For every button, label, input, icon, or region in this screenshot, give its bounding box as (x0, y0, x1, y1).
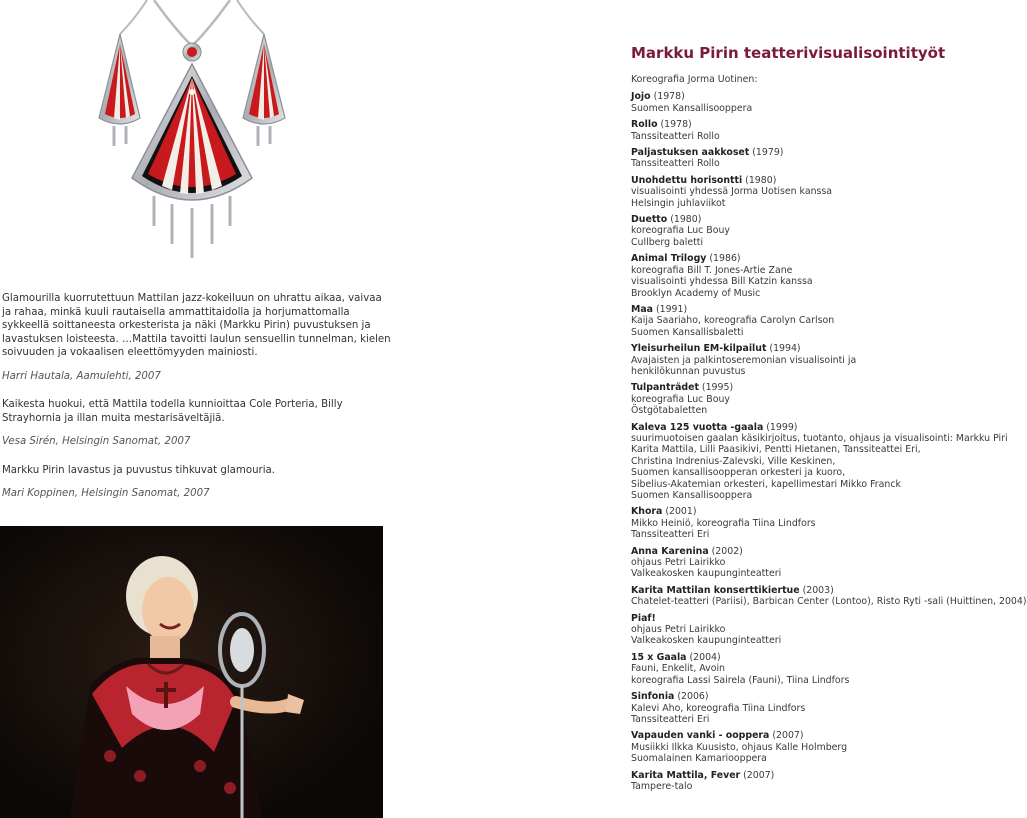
work-title: Yleisurheilun EM-kilpailut (631, 343, 767, 355)
work-year: (1980) (667, 214, 702, 226)
work-detail: suurimuotoisen gaalan käsikirjoitus, tuotanto, ohjaus ja visualisointi: Markku Piri (631, 432, 1008, 444)
quote-text: Kaikesta huokui, että Mattila todella kunnioittaa Cole Porteria, Billy Strayhornia ja illan muita mestarisäveltäjiä. (2, 399, 343, 424)
work-item (631, 119, 960, 142)
work-item (631, 730, 960, 764)
work-item (631, 421, 1008, 502)
work-year: (1995) (698, 382, 734, 394)
work-item (631, 546, 960, 580)
work-detail: Tanssiteatteri Eri (631, 713, 710, 725)
quote-text: Markku Pirin lavastus ja puvustus tihkuvat glamouria. (2, 464, 276, 476)
work-item (631, 214, 960, 248)
work-year: (1979) (749, 147, 784, 159)
work-item (631, 770, 960, 793)
work-title: Maa (631, 303, 653, 315)
work-year: (2007) (740, 769, 775, 781)
work-detail: Brooklyn Academy of Music (631, 287, 761, 299)
work-detail: Fauni, Enkelit, Avoin (631, 663, 725, 675)
work-detail: koreografia Bill T. Jones-Artie Zane (631, 264, 793, 276)
work-year: (1999) (763, 421, 798, 433)
work-item (631, 382, 960, 416)
work-year: (2002) (708, 545, 743, 557)
work-year: (1978) (650, 91, 685, 103)
work-year: (1991) (652, 303, 688, 315)
work-item (631, 304, 960, 338)
work-detail: Sibelius-Akatemian orkesteri, kapellimestari Mikko Franck (631, 478, 901, 490)
work-title: Kaleva 125 vuotta -gaala (631, 421, 764, 433)
work-detail: Östgötabaletten (631, 405, 708, 417)
work-detail: Suomalainen Kamariooppera (631, 753, 767, 765)
work-detail: koreografia Lassi Sairela (Fauni), Tiina Lindfors (631, 674, 850, 686)
quote-source: Harri Hautala, Aamulehti, 2007 (2, 370, 161, 382)
work-detail: Cullberg baletti (631, 236, 704, 248)
work-detail: Christina Indrenius-Zalevski, Ville Keskinen, (631, 455, 836, 467)
work-detail: koreografia Luc Bouy (631, 225, 730, 237)
work-year: (2004) (686, 651, 721, 663)
work-detail: Karita Mattila, Lilli Paasikivi, Pentti Hietanen, Tanssiteattei Eri, (631, 444, 921, 456)
work-detail: Tanssiteatteri Rollo (631, 130, 720, 142)
work-detail: Avajaisten ja palkintoseremonian visualisointi ja (631, 354, 857, 366)
singer-stage-photo (0, 526, 383, 818)
work-title: Jojo (631, 91, 651, 103)
work-item (631, 91, 960, 114)
work-detail: Helsingin juhlaviikot (631, 197, 726, 209)
page-title: Markku Pirin teatterivisualisointityöt (631, 44, 946, 62)
work-detail: Musiikki Ilkka Kuusisto, ohjaus Kalle Holmberg (631, 741, 848, 753)
work-title: 15 x Gaala (631, 651, 687, 663)
work-title: Karita Mattila, Fever (631, 769, 741, 781)
work-detail: Mikko Heiniö, koreografia Tiina Lindfors (631, 517, 816, 529)
work-detail: ohjaus Petri Lairikko (631, 557, 726, 569)
work-year: (2007) (769, 730, 804, 742)
work-item (631, 691, 960, 725)
work-title: Rollo (631, 119, 658, 131)
work-detail: visualisointi yhdessä Jorma Uotisen kanssa (631, 186, 833, 198)
work-title: Paljastuksen aakkoset (631, 147, 750, 159)
pendant-necklace-image (92, 0, 292, 262)
work-detail: Suomen kansallisoopperan orkesteri ja kuoro, (631, 467, 846, 479)
work-detail: Kaija Saariaho, koreografia Carolyn Carlson (631, 315, 835, 327)
works-intro: Koreografia Jorma Uotinen: (631, 74, 758, 85)
work-title: Sinfonia (631, 691, 675, 703)
work-detail: Valkeakosken kaupunginteatteri (631, 568, 782, 580)
work-title: Karita Mattilan konserttikiertue (631, 584, 800, 596)
work-item (631, 253, 960, 299)
work-item (631, 652, 960, 686)
work-detail: Tanssiteatteri Rollo (631, 158, 720, 170)
work-detail: Suomen Kansallisooppera (631, 490, 753, 501)
work-detail: koreografia Luc Bouy (631, 393, 730, 405)
work-year: (1986) (706, 253, 741, 265)
work-title: Animal Trilogy (631, 253, 707, 265)
work-year: (2003) (799, 584, 834, 596)
work-detail: ohjaus Petri Lairikko (631, 624, 726, 636)
works-container (631, 91, 1027, 792)
work-item (631, 584, 1027, 608)
work-title: Khora (631, 506, 663, 518)
work-year: (1994) (766, 343, 801, 355)
pendant-necklace-illustration (92, 0, 292, 262)
work-title: Piaf! (631, 612, 656, 624)
work-detail: Chatelet-teatteri (Pariisi), Barbican Center (Lontoo), Risto Ryti -sali (Huittinen, 2004) (631, 596, 1027, 608)
work-title: Anna Karenina (631, 545, 709, 557)
work-year: (1980) (742, 174, 777, 186)
work-detail: Suomen Kansallisooppera (631, 102, 753, 114)
work-title: Tulpanträdet (631, 382, 699, 394)
work-item (631, 175, 960, 209)
work-detail: Valkeakosken kaupunginteatteri (631, 635, 782, 647)
work-detail: Tampere-talo (631, 780, 693, 792)
work-item (631, 506, 960, 540)
work-item (631, 613, 960, 647)
quote-source: Mari Koppinen, Helsingin Sanomat, 2007 (2, 488, 210, 499)
work-detail: Kalevi Aho, koreografia Tiina Lindfors (631, 702, 806, 714)
work-item (631, 147, 960, 170)
work-detail: Tanssiteatteri Eri (631, 529, 710, 541)
work-detail: visualisointi yhdessa Bill Katzin kanssa (631, 276, 813, 288)
work-year: (1978) (657, 119, 692, 131)
singer-stage-illustration (0, 526, 383, 818)
work-title: Unohdettu horisontti (631, 174, 743, 186)
works-list (631, 44, 1027, 797)
press-quotes (2, 292, 394, 516)
work-detail: Suomen Kansallisbaletti (631, 326, 744, 338)
work-detail: henkilökunnan puvustus (631, 365, 746, 377)
work-title: Vapauden vanki - ooppera (631, 730, 770, 742)
work-title: Duetto (631, 214, 668, 226)
quote-text: Glamourilla kuorrutettuun Mattilan jazz-kokeiluun on uhrattu aikaa, vaivaa ja rahaa, minkä kuuli rautaisella ammattitaidolla ja horjumattomalla sykkeellä soittaneesta orkesterista ja näki (Markku Pirin) puvustuksen ja lavastuksen loisteesta. …Mattila tavoitti laulun sensuellin tunnelman, kielen soivuuden ja vokaalisen eleettömyyden mainiosti. (2, 293, 391, 358)
quote-source: Vesa Sirén, Helsingin Sanomat, 2007 (2, 436, 191, 447)
work-year: (2006) (674, 691, 709, 703)
work-item (631, 343, 960, 377)
work-year: (2001) (662, 506, 697, 518)
